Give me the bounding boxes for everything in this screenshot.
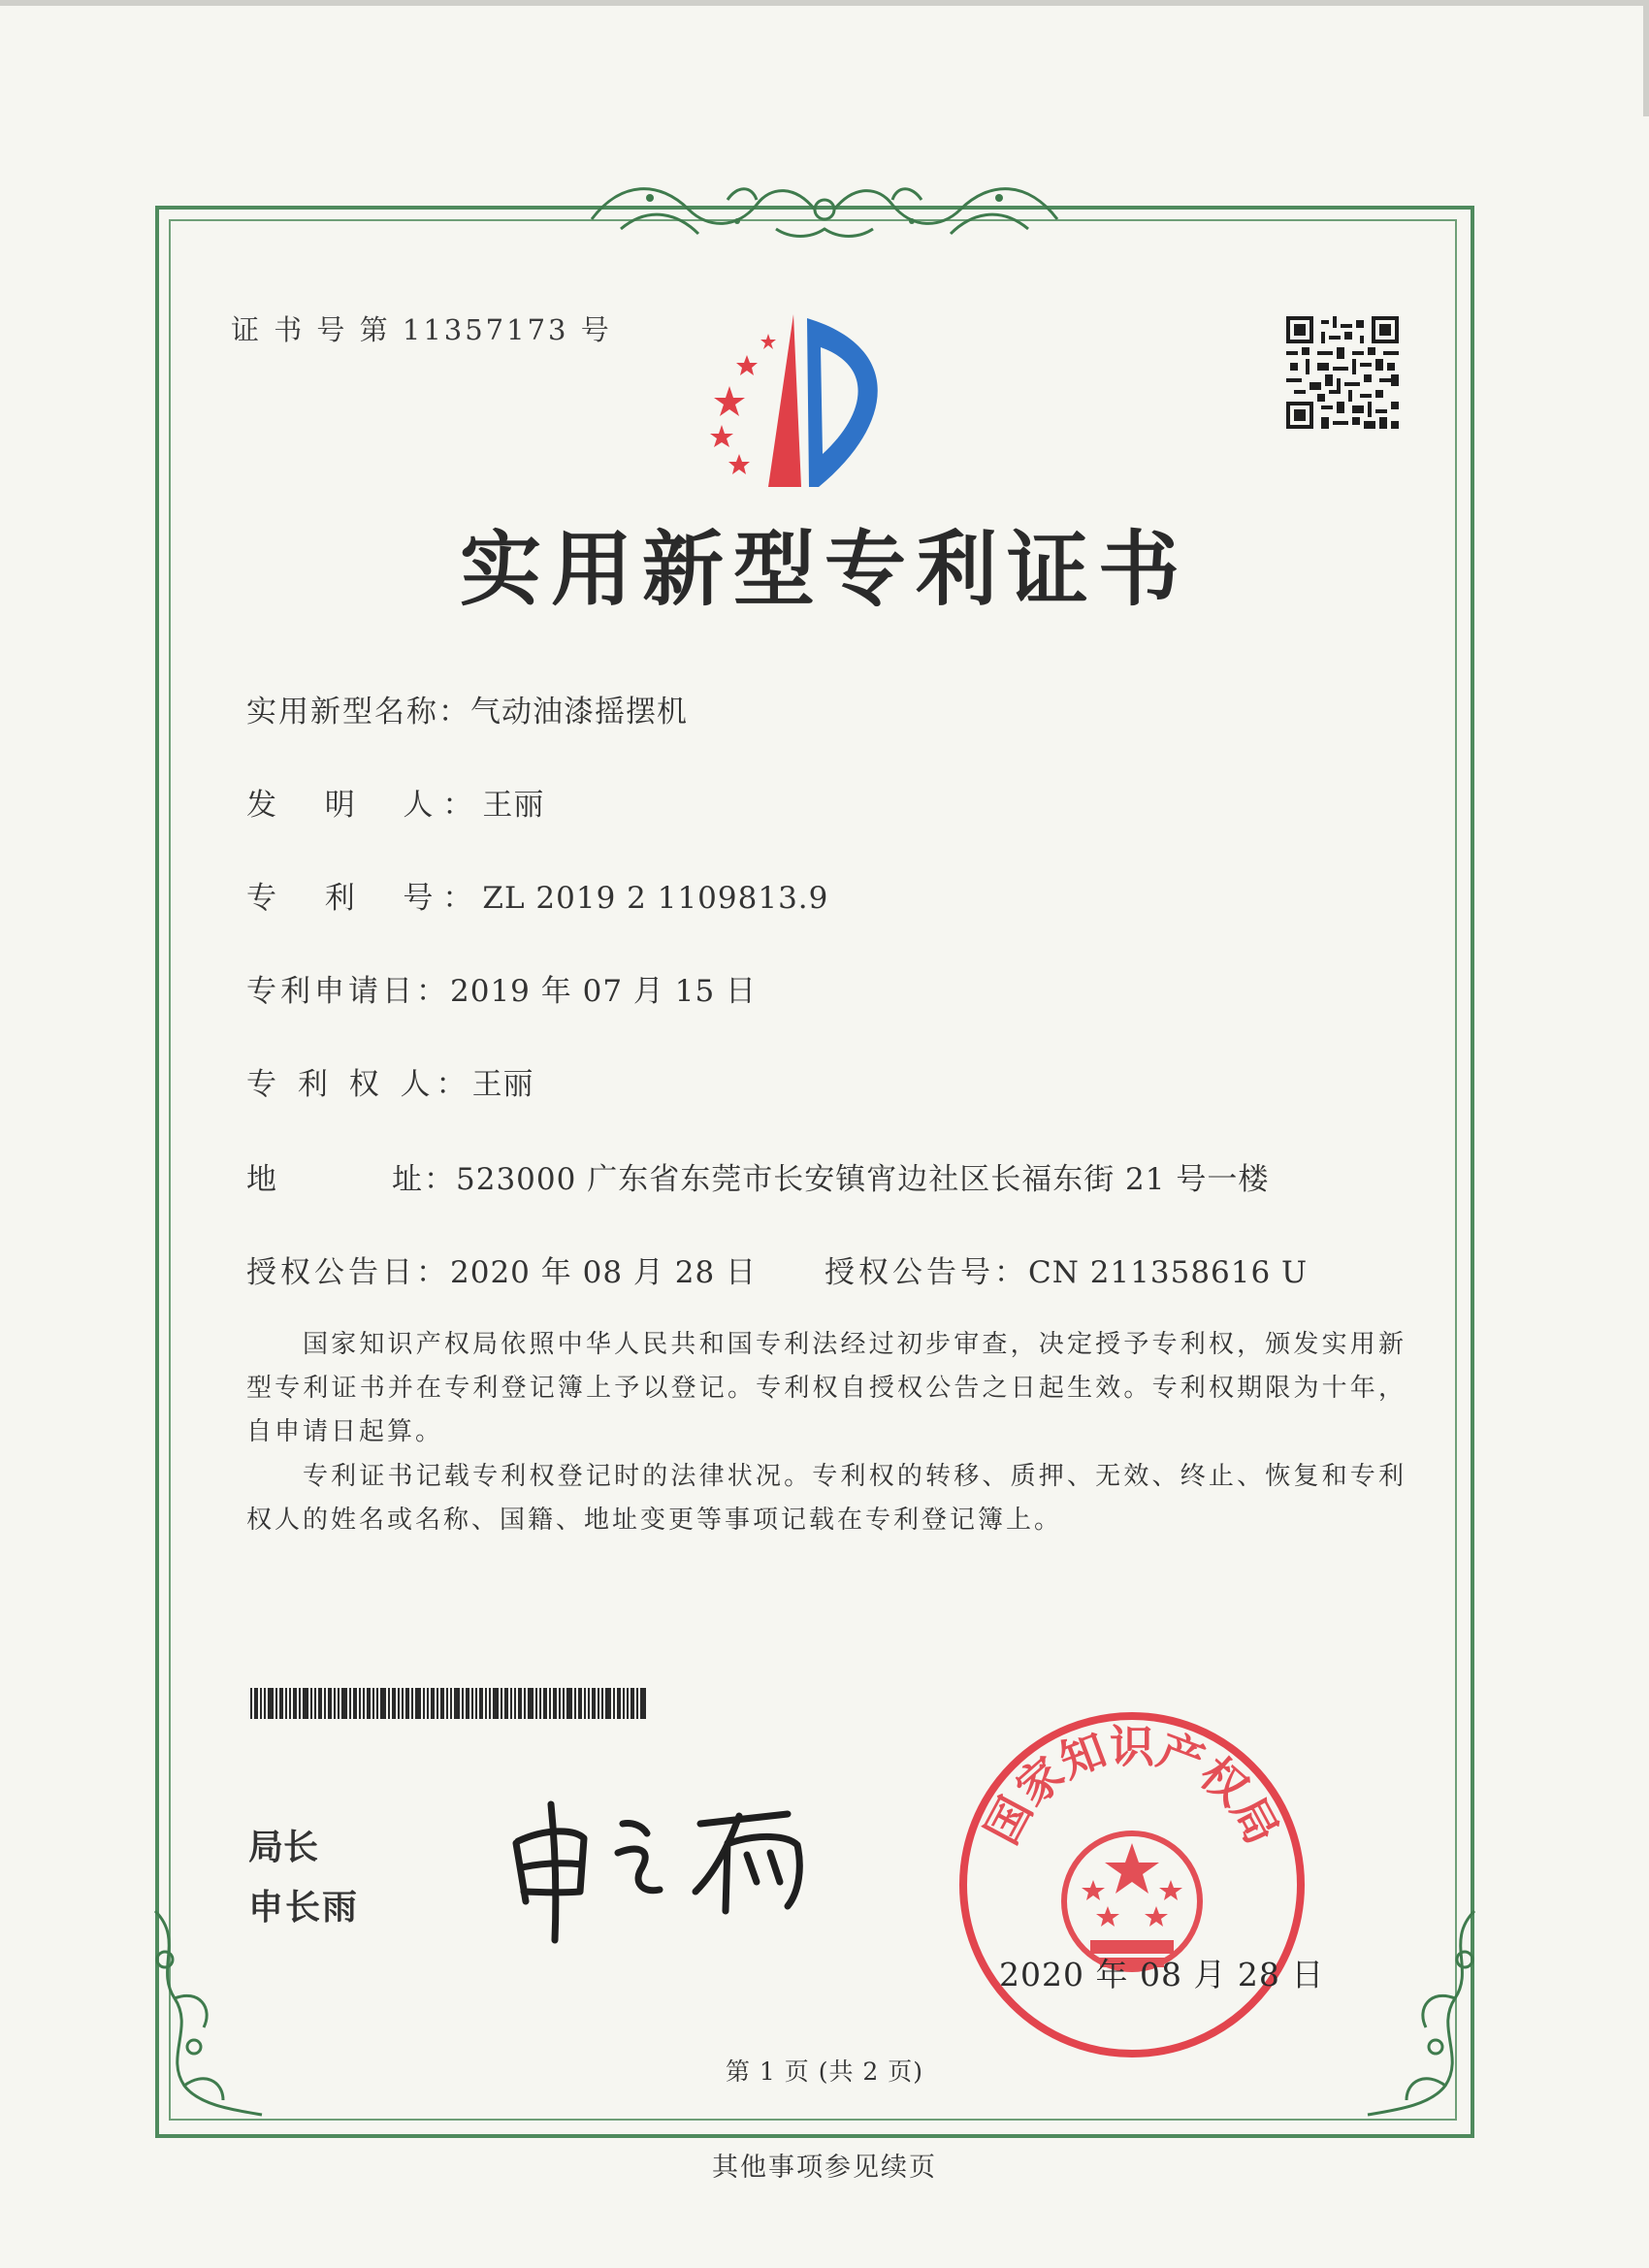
field-value: CN 211358616 U xyxy=(1028,1255,1309,1290)
director-title: 局长 xyxy=(248,1828,319,1867)
field-inventor xyxy=(246,780,544,824)
field-label: 授权公告日： xyxy=(246,1255,450,1290)
field-grant-number xyxy=(824,1247,1308,1291)
field-value: 王丽 xyxy=(471,1067,534,1102)
statement-paragraph-1: 国家知识产权局依照中华人民共和国专利法经过初步审查，决定授予专利权，颁发实用新型专利证书并在专利登记簿上予以登记。专利权自授权公告之日起生效。专利权期限为十年，自申请日起算。 xyxy=(246,1330,1406,1446)
field-value: ZL 2019 2 1109813.9 xyxy=(482,881,829,916)
field-value: 2019 年 07 月 15 日 xyxy=(450,974,758,1009)
barcode-icon xyxy=(250,1688,646,1719)
field-label: 专 利 号： xyxy=(246,881,483,916)
seal-date: 2020 年 08 月 28 日 xyxy=(999,1956,1325,1993)
field-patent-number xyxy=(246,873,828,917)
seal-text: 国家知识产权局 xyxy=(975,1720,1289,1853)
field-patentee xyxy=(246,1059,534,1103)
top-ornament-icon xyxy=(582,171,1067,248)
field-label: 专利申请日： xyxy=(246,974,450,1009)
certificate-title: 实用新型专利证书 xyxy=(459,521,1189,617)
field-address xyxy=(246,1154,1269,1198)
field-label: 授权公告号： xyxy=(824,1255,1028,1290)
scan-edge-right xyxy=(1643,0,1649,116)
official-seal-icon xyxy=(954,1707,1310,2062)
field-value: 523000 广东省东莞市长安镇宵边社区长福东街 21 号一楼 xyxy=(456,1162,1270,1197)
page-number: 第 1 页 (共 2 页) xyxy=(725,2057,924,2086)
field-utility-model-name xyxy=(246,687,688,730)
field-value: 气动油漆摇摆机 xyxy=(470,695,688,729)
field-value: 王丽 xyxy=(482,788,545,823)
patent-logo-icon xyxy=(700,308,929,489)
field-label: 发 明 人： xyxy=(246,788,483,823)
bottom-left-ornament-icon xyxy=(136,1901,281,2134)
director-name: 申长雨 xyxy=(248,1888,360,1928)
statement-paragraph-2: 专利证书记载专利权登记时的法律状况。专利权的转移、质押、无效、终止、恢复和专利权人的姓名或名称、国籍、地址变更等事项记载在专利登记簿上。 xyxy=(246,1462,1406,1535)
qr-code-icon xyxy=(1286,316,1399,429)
field-label: 实用新型名称： xyxy=(246,695,470,729)
certificate-number: 证 书 号 第 11357173 号 xyxy=(231,313,612,346)
field-label: 专 利 权 人： xyxy=(246,1067,472,1102)
bottom-right-ornament-icon xyxy=(1348,1901,1494,2134)
signature-icon xyxy=(497,1785,836,1950)
scan-edge xyxy=(0,0,1649,6)
field-grant-date xyxy=(246,1247,757,1291)
continued-note: 其他事项参见续页 xyxy=(712,2153,937,2183)
field-filing-date xyxy=(246,966,757,1010)
field-label: 址： xyxy=(392,1162,456,1197)
field-value: 2020 年 08 月 28 日 xyxy=(450,1255,758,1290)
field-label-head: 地 xyxy=(246,1162,278,1197)
